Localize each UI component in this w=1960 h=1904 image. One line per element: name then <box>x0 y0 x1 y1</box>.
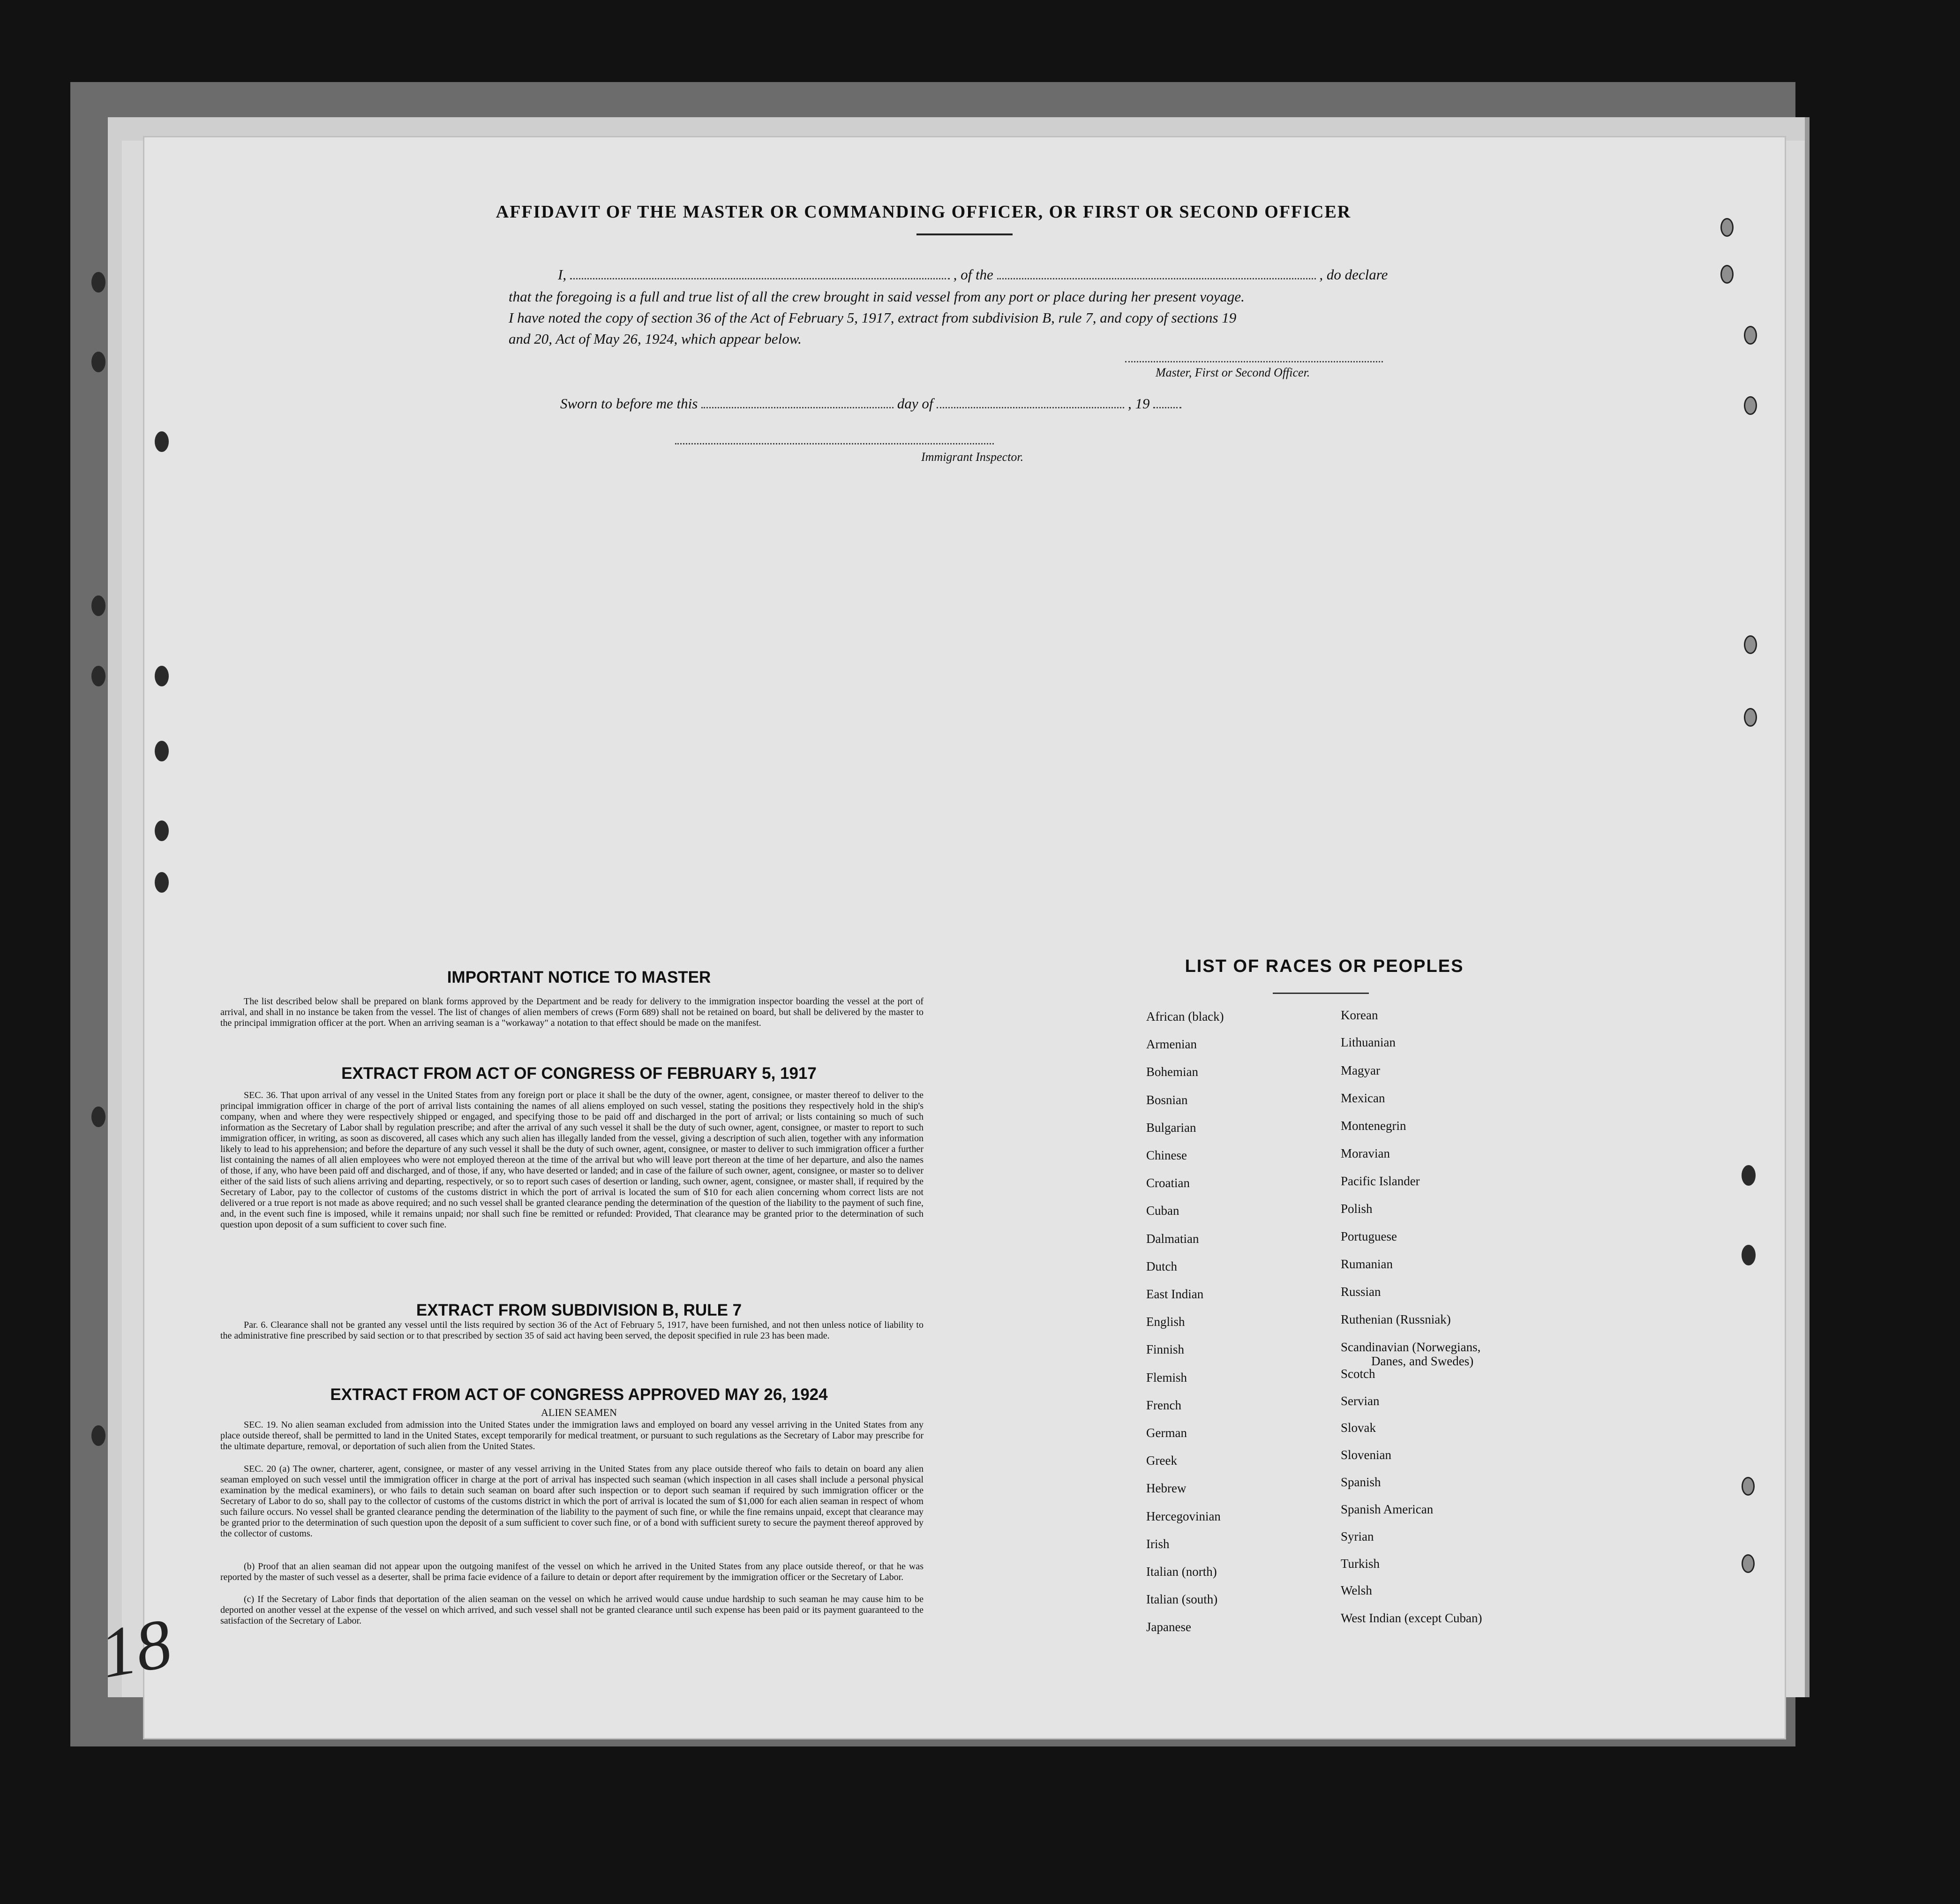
binder-hole <box>1742 1477 1755 1496</box>
race-item: Mexican <box>1341 1091 1385 1105</box>
race-item: Polish <box>1341 1202 1373 1216</box>
race-item: Syrian <box>1341 1529 1374 1543</box>
race-item: Montenegrin <box>1341 1119 1406 1133</box>
affidavit-line-3: I have noted the copy of section 36 of the Act of February 5, 1917, extract from subdivision B, rule 7, and copy of sections 19 <box>509 309 1237 326</box>
notice-title: IMPORTANT NOTICE TO MASTER <box>447 968 711 986</box>
affidavit-line-2: that the foregoing is a full and true list of all the crew brought in said vessel from any port or place during her present voyage. <box>509 288 1245 305</box>
binder-hole <box>1744 396 1757 415</box>
binder-hole <box>91 1425 105 1446</box>
race-item: Slovak <box>1341 1421 1376 1435</box>
affidavit-line-4: and 20, Act of May 26, 1924, which appear below. <box>509 331 802 347</box>
year-text: , 19 <box>1127 395 1150 412</box>
sec-20b-text: (b) Proof that an alien seaman did not appear upon the outgoing manifest of the vessel on which he arrived in the United States from any place outside thereof, or that he was reported by the master of such vessel as a deserter, shall be prima facie evidence of a failure to detain or deport after requirement by the immigration officer or the Secretary of Labor. <box>220 1561 924 1582</box>
race-item: Hebrew <box>1146 1481 1187 1495</box>
race-item: Dutch <box>1146 1259 1177 1273</box>
race-item: Pacific Islander <box>1341 1174 1420 1188</box>
master-signature-line[interactable] <box>1125 361 1383 362</box>
race-item: Danes, and Swedes) <box>1371 1354 1474 1368</box>
race-item: Ruthenian (Russniak) <box>1341 1312 1451 1326</box>
binder-hole <box>155 431 169 452</box>
extract-1924-subtitle: ALIEN SEAMEN <box>541 1407 617 1418</box>
affidavit-do-declare: , do declare <box>1319 266 1388 283</box>
sec-19-text: SEC. 19. No alien seaman excluded from admission into the United States under the immigration laws and employed on board any vessel arriving in the United States from any place outside thereof, shall be permitted to land in the United States, except temporarily for medical treatment, or pursuant to such regulations as the Secretary of Labor may prescribe for the ultimate departure, removal, or deportation of such alien from the United States. <box>220 1420 924 1452</box>
race-item: Flemish <box>1146 1370 1187 1385</box>
race-item: Scandinavian (Norwegians, <box>1341 1340 1481 1354</box>
races-title: LIST OF RACES OR PEOPLES <box>1185 956 1464 976</box>
race-item: Bosnian <box>1146 1093 1188 1107</box>
race-item: West Indian (except Cuban) <box>1341 1611 1482 1625</box>
binder-hole <box>91 272 105 293</box>
race-item: Magyar <box>1341 1063 1380 1077</box>
race-item: Finnish <box>1146 1342 1185 1356</box>
race-item: Spanish American <box>1341 1502 1434 1516</box>
binder-hole <box>91 1106 105 1127</box>
race-item: Portuguese <box>1341 1229 1397 1243</box>
binder-hole <box>155 820 169 841</box>
master-label: Master, First or Second Officer. <box>1156 366 1310 379</box>
race-item: Spanish <box>1341 1475 1381 1489</box>
race-item: Moravian <box>1341 1146 1390 1160</box>
races-title-rule <box>1273 993 1369 994</box>
race-item: Bohemian <box>1146 1065 1198 1079</box>
race-item: Italian (north) <box>1146 1565 1217 1579</box>
extract-1917-title: EXTRACT FROM ACT OF CONGRESS OF FEBRUARY 5, 1917 <box>341 1064 817 1083</box>
binder-hole <box>155 872 169 893</box>
margin-handwritten-note: 18 <box>94 1604 178 1693</box>
rule-7-text: Par. 6. Clearance shall not be granted any vessel until the lists required by section 36 of the Act of February 5, 1917, have been furnished, and not then unless notice of liability to the administrative fine prescribed by said section or to that prescribed by section 35 of said act having been served, the deposit specified in rule 23 has been made. <box>220 1320 924 1341</box>
binder-hole <box>1744 635 1757 654</box>
race-item: Servian <box>1341 1394 1380 1408</box>
race-item: Armenian <box>1146 1037 1197 1051</box>
day-of-text: day of <box>897 395 933 412</box>
inspector-signature-line[interactable] <box>675 443 994 444</box>
race-item: African (black) <box>1146 1009 1224 1023</box>
race-item: Irish <box>1146 1537 1170 1551</box>
sworn-month-blank[interactable] <box>937 407 1124 408</box>
binder-hole <box>91 666 105 686</box>
race-item: Korean <box>1341 1008 1378 1022</box>
race-item: Scotch <box>1341 1367 1375 1381</box>
affidavit-title: AFFIDAVIT OF THE MASTER OR COMMANDING OFFICER, OR FIRST OR SECOND OFFICER <box>496 202 1352 222</box>
race-item: French <box>1146 1398 1181 1412</box>
affidavit-line-1 <box>558 266 1388 283</box>
race-item: Rumanian <box>1341 1257 1393 1271</box>
race-item: Chinese <box>1146 1148 1187 1162</box>
title-rule <box>916 233 1013 235</box>
binder-hole <box>1742 1554 1755 1573</box>
vessel-blank[interactable] <box>997 278 1316 279</box>
binder-hole <box>155 741 169 761</box>
sworn-line <box>560 395 1181 412</box>
rule-7-title: EXTRACT FROM SUBDIVISION B, RULE 7 <box>416 1301 742 1319</box>
race-item: Russian <box>1341 1285 1381 1299</box>
affidavit-of-the: , of the <box>953 266 993 283</box>
race-item: Hercegovinian <box>1146 1509 1221 1523</box>
race-item: Welsh <box>1341 1583 1372 1597</box>
binder-hole <box>91 595 105 616</box>
sworn-text: Sworn to before me this <box>560 395 698 412</box>
race-item: Greek <box>1146 1453 1177 1468</box>
extract-1924-title: EXTRACT FROM ACT OF CONGRESS APPROVED MAY 26, 1924 <box>330 1385 828 1404</box>
race-item: Japanese <box>1146 1620 1191 1634</box>
race-item: Dalmatian <box>1146 1232 1199 1246</box>
race-item: Croatian <box>1146 1176 1190 1190</box>
binder-hole <box>1720 265 1734 284</box>
extract-1917-text: SEC. 36. That upon arrival of any vessel in the United States from any foreign port or place it shall be the duty of the owner, agent, consignee, or master thereof to deliver to the principal immigration officer in charge of the port of arrival lists containing the names of all aliens employed on such vessel, stating the positions they respectively hold in the ship's company, when and where they were respectively shipped or engaged, and specifying those to be paid off and discharged in the port of arrival; or lists containing so much of such information as the Secretary of Labor shall by regulation prescribe; and after the arrival of any such vessel it shall be the duty of such owner, agent, consignee, or master to report to such immigration officer, in writing, as soon as discovered, all cases which any such alien has illegally landed from the vessel, giving a description of such alien, together with any information likely to lead to his apprehension; and before the departure of any such vessel it shall be the duty of such owner, agent, consignee, or master to deliver to such immigration officer a further list containing the names of all alien employees who were not employed thereon at the time of the arrival but who will leave port thereon at the time of her departure, and also the names of those, if any, who have been paid off and discharged, and of those, if any, who have deserted or landed; and in case of the failure of such owner, agent, consignee, or master so to deliver either of the said lists of such aliens arriving and departing, respectively, or so to report such cases of desertion or landing, such owner, agent, consignee, or master shall, if required by the Secretary of Labor, pay to the collector of customs of the customs district in which the port of arrival is located the sum of $10 for each alien concerning whom correct lists are not delivered or a true report is not made as above required; and no such vessel shall be granted clearance pending the determination of the question of the liability to the payment of such fine, and, in the event such fine is imposed, while it remains unpaid; nor shall such fine be remitted or refunded: Provided, That clearance may be granted prior to the determination of such question upon deposit of a sum sufficient to cover such fine. <box>220 1090 924 1230</box>
binder-hole <box>91 352 105 372</box>
race-item: German <box>1146 1426 1187 1440</box>
inspector-label: Immigrant Inspector. <box>921 450 1024 464</box>
binder-hole <box>1742 1165 1756 1186</box>
sec-20a-text: SEC. 20 (a) The owner, charterer, agent, consignee, or master of any vessel arriving in the United States from any place outside thereof who fails to detain on board any alien seaman employed on such vessel until the immigration officer in charge at the port of arrival has inspected such seaman (which inspection in all cases shall include a personal physical examination by the medical examiners), or who fails to detain such seaman on board after such inspection or to deport such seaman if required by such immigration officer or the Secretary of Labor to do so, shall pay to the collector of customs of the customs district in which the port of arrival is located the sum of $1,000 for each alien seaman in respect of whom such failure occurs. No vessel shall be granted clearance pending the determination of the liability to the payment of such fine, or while the fine remains unpaid, except that clearance may be granted prior to the determination of such question upon the deposit of a sum sufficient to cover such fine, or of a bond with sufficient surety to secure the payment thereof approved by the collector of customs. <box>220 1464 924 1539</box>
binder-hole <box>1742 1245 1756 1265</box>
notice-text: The list described below shall be prepared on blank forms approved by the Department and be ready for delivery to the immigration inspector boarding the vessel at the port of arrival, and shall in no instance be taken from the vessel. The list of changes of alien members of crews (Form 689) shall not be retained on board, but shall be delivered by the master to the principal immigration officer at the port. When an arriving seaman is a "workaway" a notation to that effect should be made on the manifest. <box>220 996 924 1028</box>
race-item: Bulgarian <box>1146 1121 1196 1135</box>
race-item: Slovenian <box>1341 1448 1391 1462</box>
binder-hole <box>1744 326 1757 345</box>
race-item: East Indian <box>1146 1287 1204 1301</box>
race-item: Italian (south) <box>1146 1592 1218 1606</box>
race-item: English <box>1146 1315 1185 1329</box>
affidavit-i: I, <box>558 266 567 283</box>
sec-20c-text: (c) If the Secretary of Labor finds that deportation of the alien seaman on the vessel on which he arrived would cause undue hardship to such seaman he may cause him to be deported on another vessel at the expense of the vessel on which arrived, and such vessel shall not be granted clearance until such expense has been paid or its payment guaranteed to the satisfaction of the Secretary of Labor. <box>220 1594 924 1626</box>
binder-hole <box>1720 218 1734 237</box>
name-blank[interactable] <box>570 278 950 279</box>
sworn-day-blank[interactable] <box>701 407 894 408</box>
sworn-year-blank[interactable] <box>1153 407 1181 408</box>
race-item: Turkish <box>1341 1557 1380 1571</box>
binder-hole <box>155 666 169 686</box>
race-item: Cuban <box>1146 1204 1179 1218</box>
binder-hole <box>1744 708 1757 727</box>
race-item: Lithuanian <box>1341 1035 1396 1049</box>
